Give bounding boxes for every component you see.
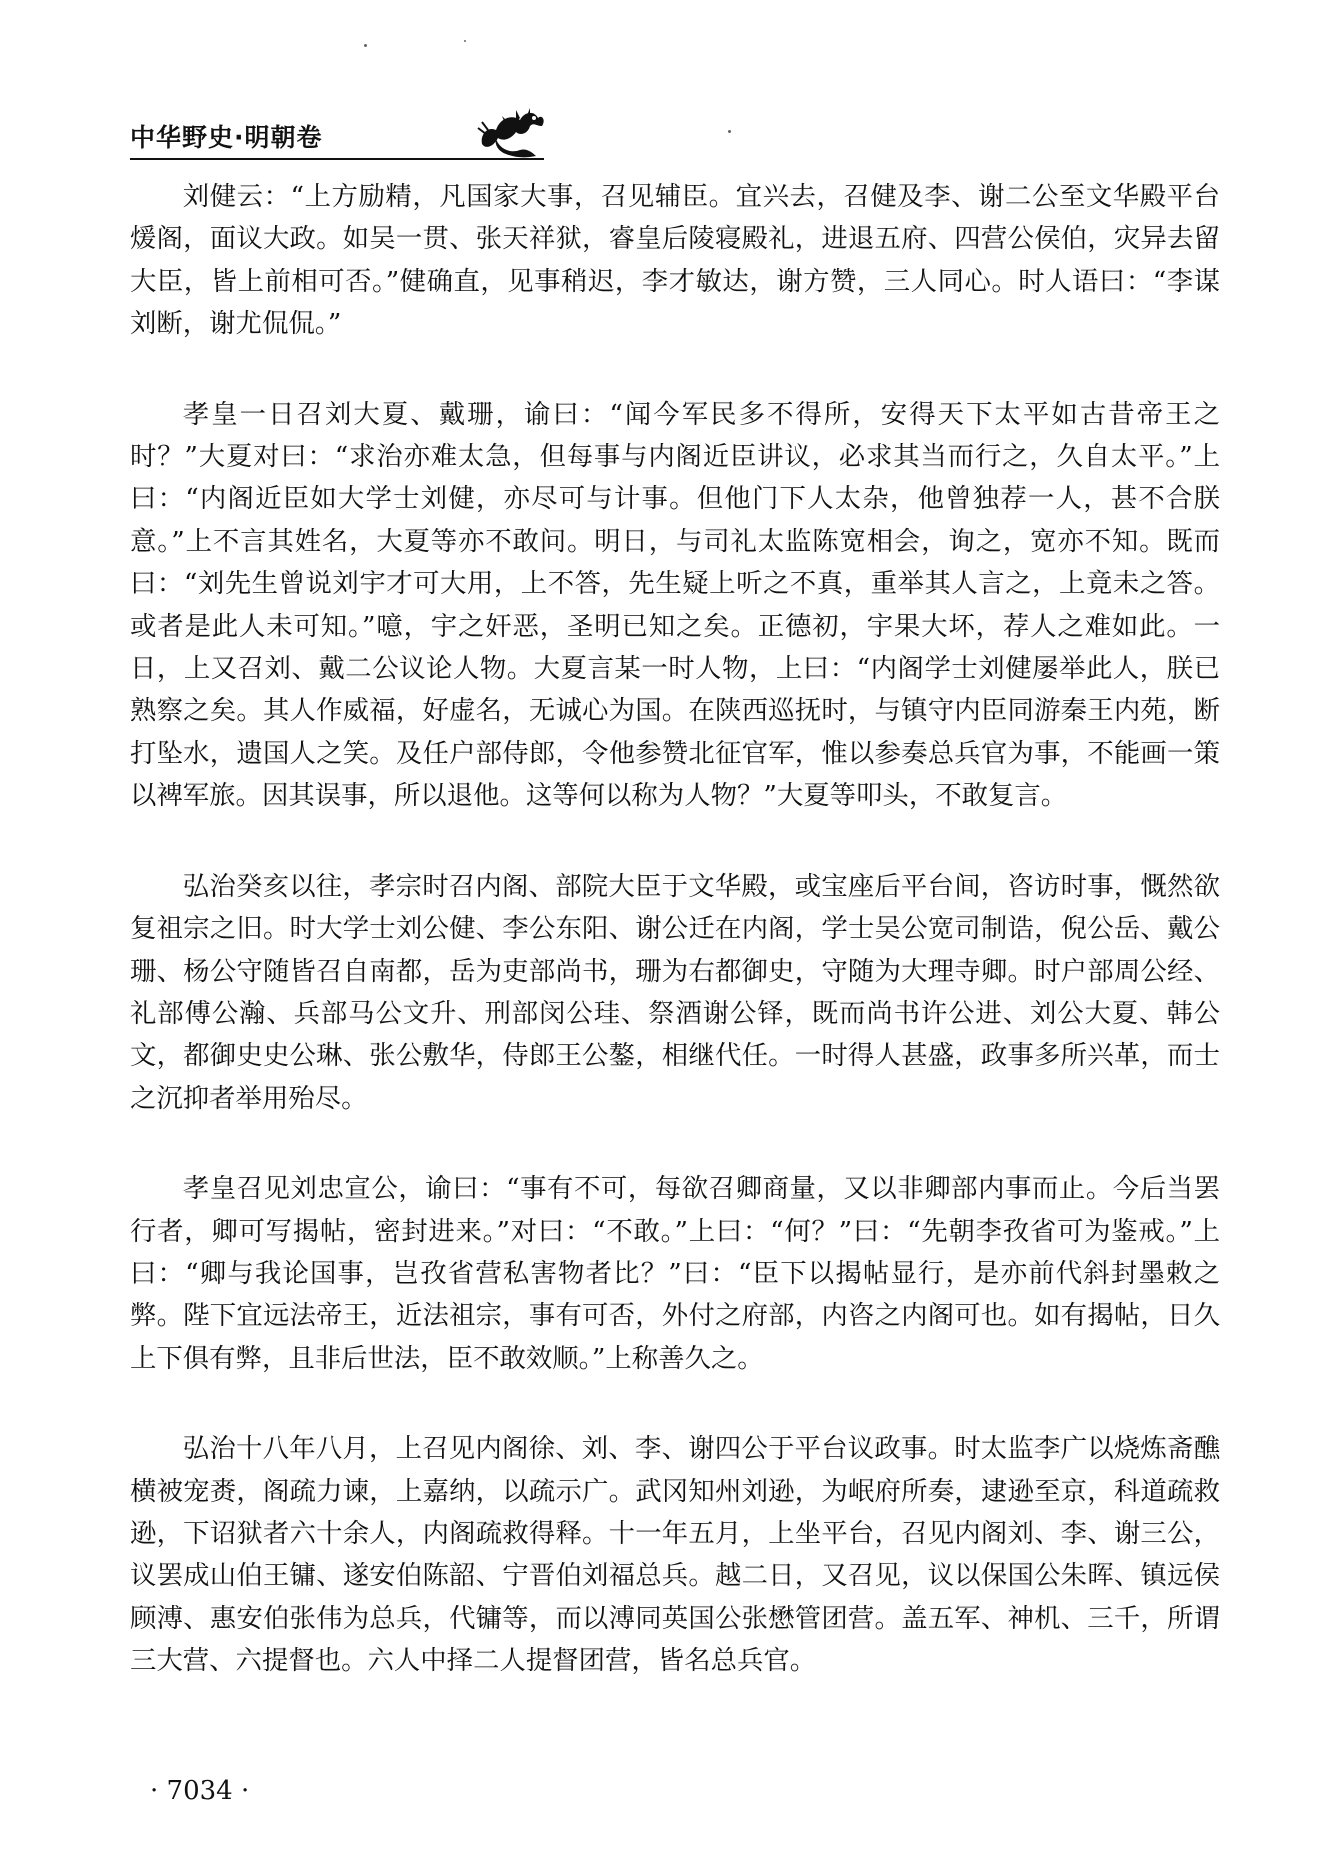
article-body — [130, 176, 1220, 1731]
page-number: · 7034 · — [150, 1776, 250, 1806]
scan-speck — [728, 130, 731, 133]
paragraph: 孝皇召见刘忠宣公，谕曰：“事有不可，每欲召卿商量，又以非卿部内事而止。今后当罢行者，卿可写揭帖，密封进来。”对曰：“不敢。”上曰：“何？”曰：“先朝李孜省可为鉴戒。”上曰：“卿与我论国事，岂孜省营私害物者比？”曰：“臣下以揭帖显行，是亦前代斜封墨敕之弊。陛下宜远法帝王，近法祖宗，事有可否，外付之府部，内咨之内阁可也。如有揭帖，日久上下俱有弊，且非后世法，臣不敢效顺。”上称善久之。 — [130, 1173, 1220, 1374]
running-header — [130, 104, 544, 160]
paragraph: 弘治癸亥以往，孝宗时召内阁、部院大臣于文华殿，或宝座后平台间，咨访时事，慨然欲复祖宗之旧。时大学士刘公健、李公东阳、谢公迁在内阁，学士吴公宽司制诰，倪公岳、戴公珊、杨公守随皆召自南都，岳为吏部尚书，珊为右都御史，守随为大理寺卿。时户部周公经、礼部傅公瀚、兵部马公文升、刑部闵公珪、祭酒谢公铎，既而尚书许公进、刘公大夏、韩公文，都御史史公琳、张公敷华，侍郎王公鏊，相继代任。一时得人甚盛，政事多所兴革，而士之沉抑者举用殆尽。 — [130, 870, 1220, 1114]
scan-speck — [464, 40, 466, 42]
scan-speck — [364, 44, 367, 47]
header-rule — [130, 158, 544, 160]
paragraph: 孝皇一日召刘大夏、戴珊，谕曰：“闻今军民多不得所，安得天下太平如古昔帝王之时？”大夏对曰：“求治亦难太急，但每事与内阁近臣讲议，必求其当而行之，久自太平。”上曰：“内阁近臣如大学士刘健，亦尽可与计事。但他门下人太杂，他曾独荐一人，甚不合朕意。”上不言其姓名，大夏等亦不敢问。明日，与司礼太监陈宽相会，询之，宽亦不知。既而曰：“刘先生曾说刘宇才可大用，上不答，先生疑上听之不真，重举其人言之，上竟未之答。或者是此人未可知。”噫，宇之奸恶，圣明已知之矣。正德初，宇果大坏，荐人之难如此。一日，上又召刘、戴二公议论人物。大夏言某一时人物，上曰：“内阁学士刘健屡举此人，朕已熟察之矣。其人作威福，好虚名，无诚心为国。在陕西巡抚时，与镇守内臣同游秦王内苑，断打坠水，遗国人之笑。及任户部侍郎，令他参赞北征官军，惟以参奏总兵官为事，不能画一策以裨军旅。因其误事，所以退他。这等何以称为人物？”大夏等叩头，不敢复言。 — [130, 398, 1220, 812]
dragon-icon — [476, 104, 548, 160]
paragraph: 弘治十八年八月，上召见内阁徐、刘、李、谢四公于平台议政事。时太监李广以烧炼斋醮横被宠赉，阁疏力谏，上嘉纳，以疏示广。武冈知州刘逊，为岷府所奏，逮逊至京，科道疏救逊，下诏狱者六十余人，内阁疏救得释。十一年五月，上坐平台，召见内阁刘、李、谢三公，议罢成山伯王镛、遂安伯陈韶、宁晋伯刘福总兵。越二日，又召见，议以保国公朱晖、镇远侯顾溥、惠安伯张伟为总兵，代镛等，而以溥同英国公张懋管团营。盖五军、神机、三千，所谓三大营、六提督也。六人中择二人提督团营，皆名总兵官。 — [130, 1433, 1220, 1677]
paragraph: 刘健云：“上方励精，凡国家大事，召见辅臣。宜兴去，召健及李、谢二公至文华殿平台煖阁，面议大政。如吴一贯、张天祥狱，睿皇后陵寝殿礼，进退五府、四营公侯伯，灾异去留大臣，皆上前相可否。”健确直，见事稍迟，李才敏达，谢方赞，三人同心。时人语曰：“李谋刘断，谢尤侃侃。” — [130, 181, 1220, 340]
book-title: 中华野史·明朝卷 — [130, 123, 323, 152]
